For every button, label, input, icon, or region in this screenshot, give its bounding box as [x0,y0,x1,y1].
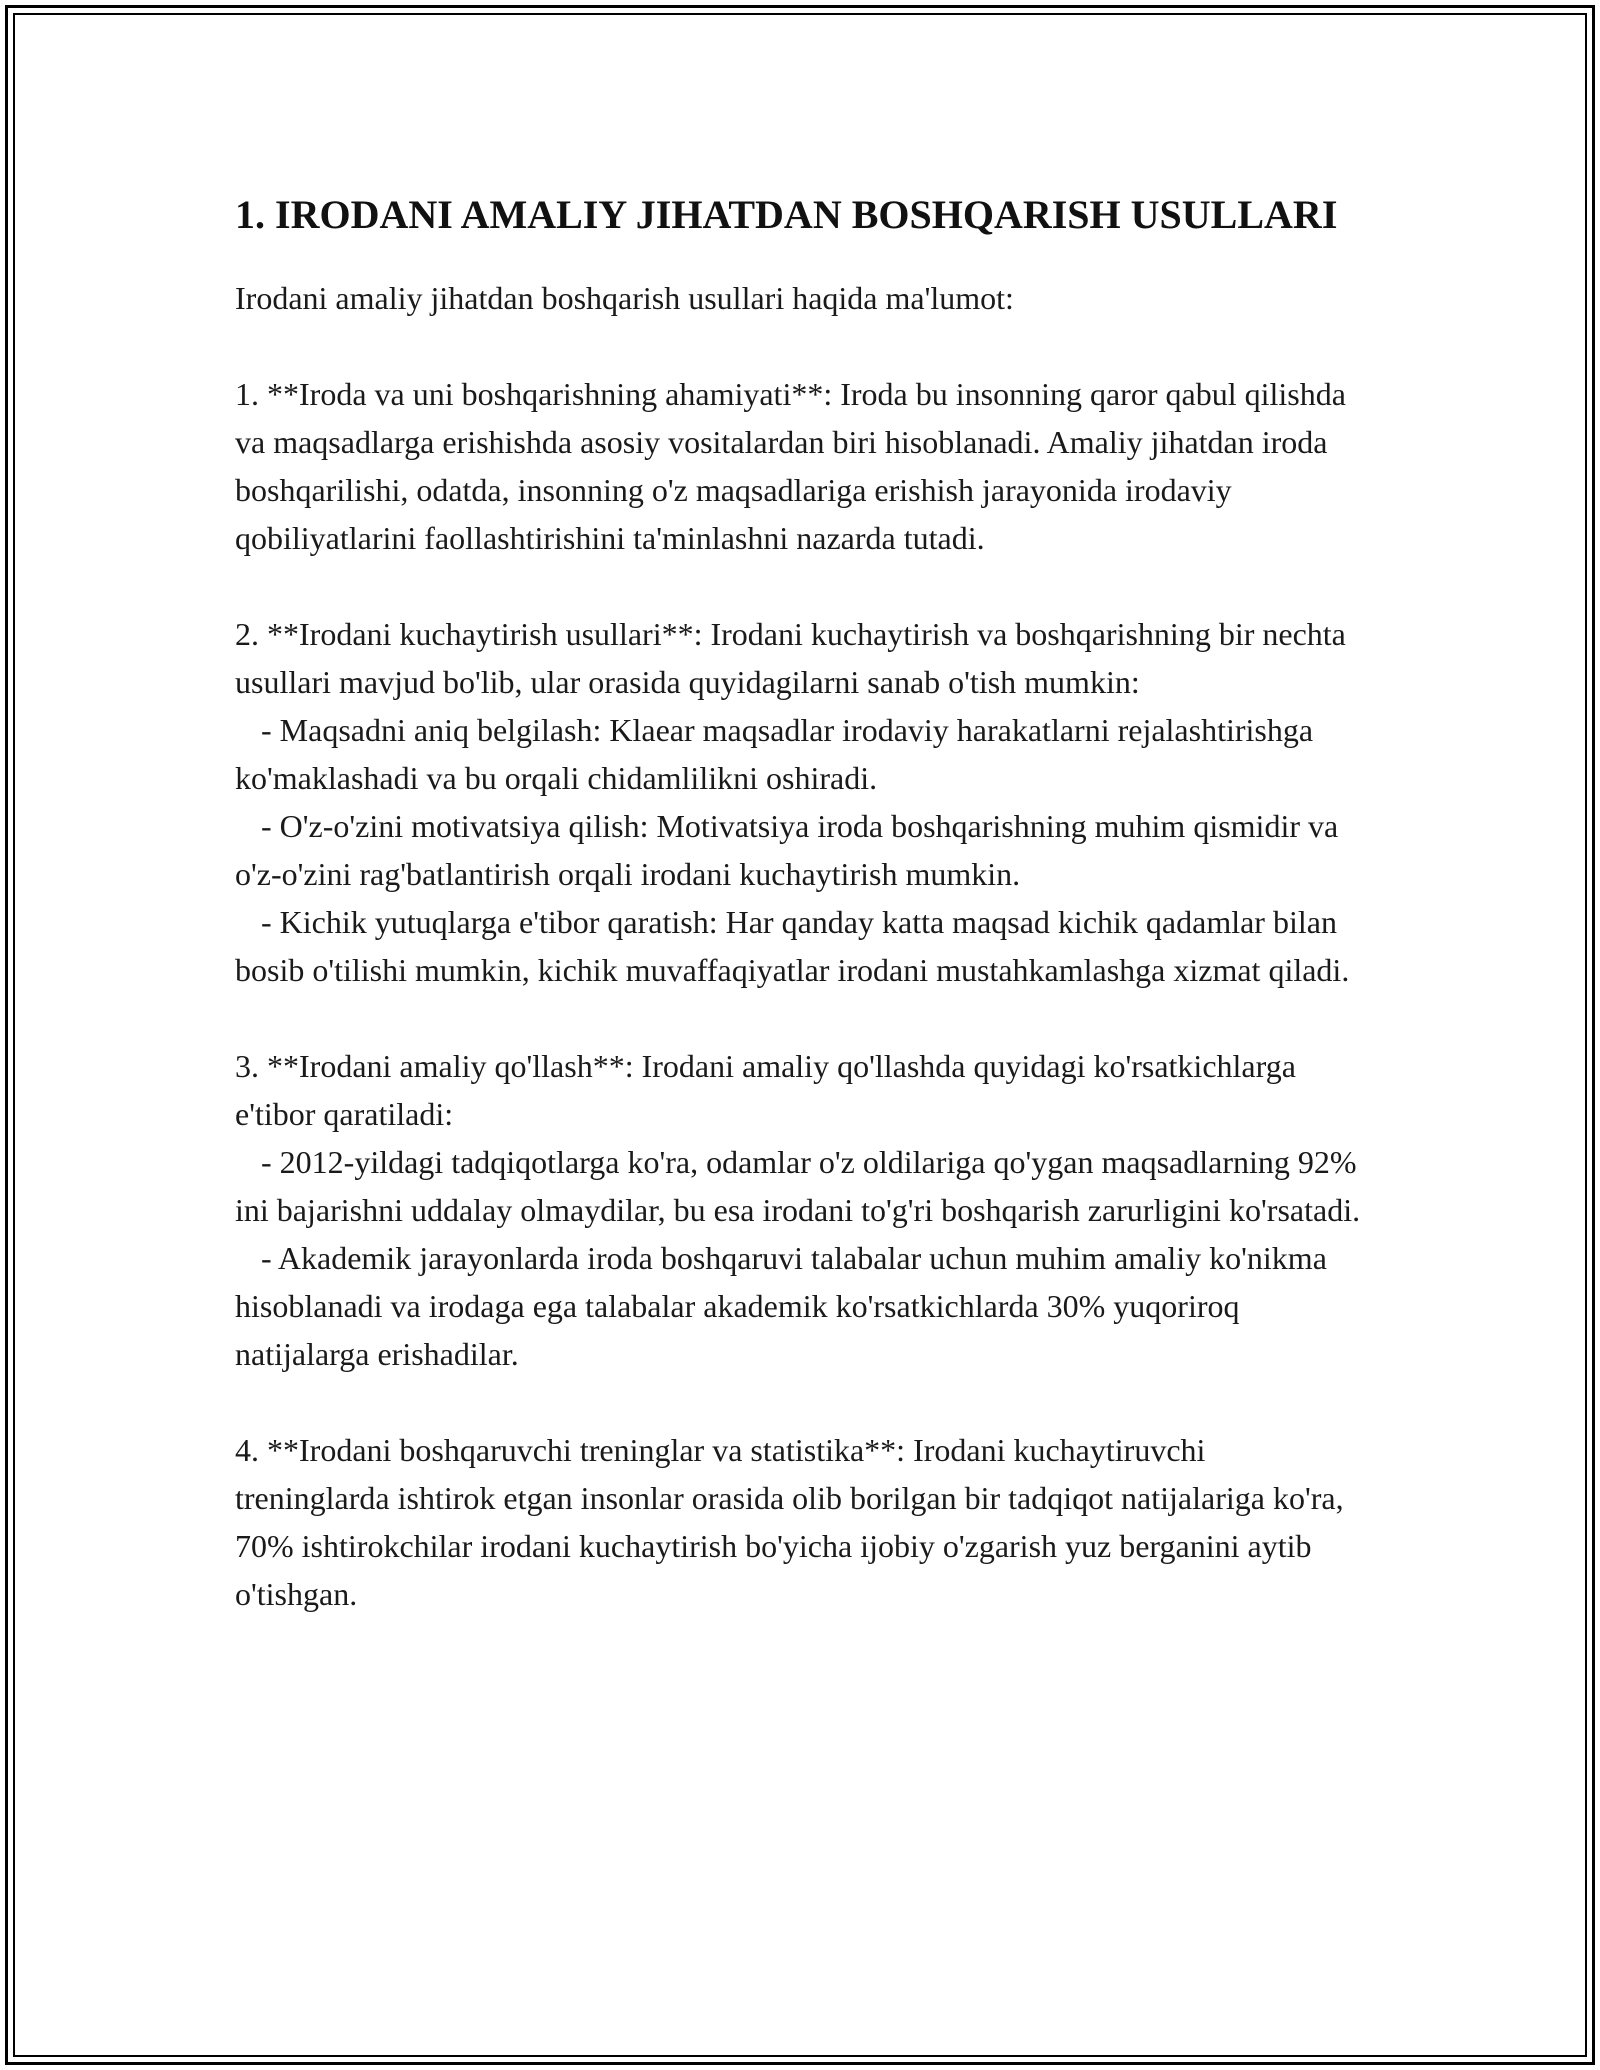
section-1 [235,370,1365,562]
section-4-text: 4. **Irodani boshqaruvchi treninglar va statistika**: Irodani kuchaytiruvchi treninglarda ishtirok etgan insonlar orasida olib borilgan bir tadqiqot natijalariga ko'ra, 70% ishtirokchilar irodani kuchaytirish bo'yicha ijobiy o'zgarish yuz berganini aytib o'tishgan. [235,1432,1344,1612]
section-2-item-3: - Kichik yutuqlarga e'tibor qaratish: Har qanday katta maqsad kichik qadamlar bilan bosib o'tilishi mumkin, kichik muvaffaqiyatlar irodani mustahkamlashga xizmat qiladi. [235,904,1350,988]
section-4 [235,1426,1365,1618]
section-2-item-2: - O'z-o'zini motivatsiya qilish: Motivatsiya iroda boshqarishning muhim qismidir va o'z-o'zini rag'batlantirish orqali irodani kuchaytirish mumkin. [235,808,1339,892]
section-2 [235,610,1365,994]
section-3-item-2: - Akademik jarayonlarda iroda boshqaruvi talabalar uchun muhim amaliy ko'nikma hisoblanadi va irodaga ega talabalar akademik ko'rsatkichlarda 30% yuqoriroq natijalarga erishadilar. [235,1240,1327,1372]
section-3-text: 3. **Irodani amaliy qo'llash**: Irodani amaliy qo'llashda quyidagi ko'rsatkichlarga e'tibor qaratiladi: [235,1048,1296,1132]
section-2-text: 2. **Irodani kuchaytirish usullari**: Irodani kuchaytirish va boshqarishning bir nechta usullari mavjud bo'lib, ular orasida quyidagilarni sanab o'tish mumkin: [235,616,1346,700]
section-3-item-1: - 2012-yildagi tadqiqotlarga ko'ra, odamlar o'z oldilariga qo'ygan maqsadlarning 92% ini bajarishni uddalay olmaydilar, bu esa irodani to'g'ri boshqarish zarurligini ko'rsatadi. [235,1144,1361,1228]
section-2-item-1: - Maqsadni aniq belgilash: Klaear maqsadlar irodaviy harakatlarni rejalashtirishga ko'maklashadi va bu orqali chidamlilikni oshiradi. [235,712,1314,796]
section-1-text: 1. **Iroda va uni boshqarishning ahamiyati**: Iroda bu insonning qaror qabul qilishda va maqsadlarga erishishda asosiy vositalardan biri hisoblanadi. Amaliy jihatdan iroda boshqarilishi, odatda, insonning o'z maqsadlariga erishish jarayonida irodaviy qobiliyatlarini faollashtirishini ta'minlashni nazarda tutadi. [235,376,1346,556]
document-body [235,188,1365,1666]
section-3 [235,1042,1365,1378]
intro-paragraph: Irodani amaliy jihatdan boshqarish usullari haqida ma'lumot: [235,280,1014,316]
document-heading: 1. IRODANI AMALIY JIHATDAN BOSHQARISH USULLARI [235,192,1338,237]
